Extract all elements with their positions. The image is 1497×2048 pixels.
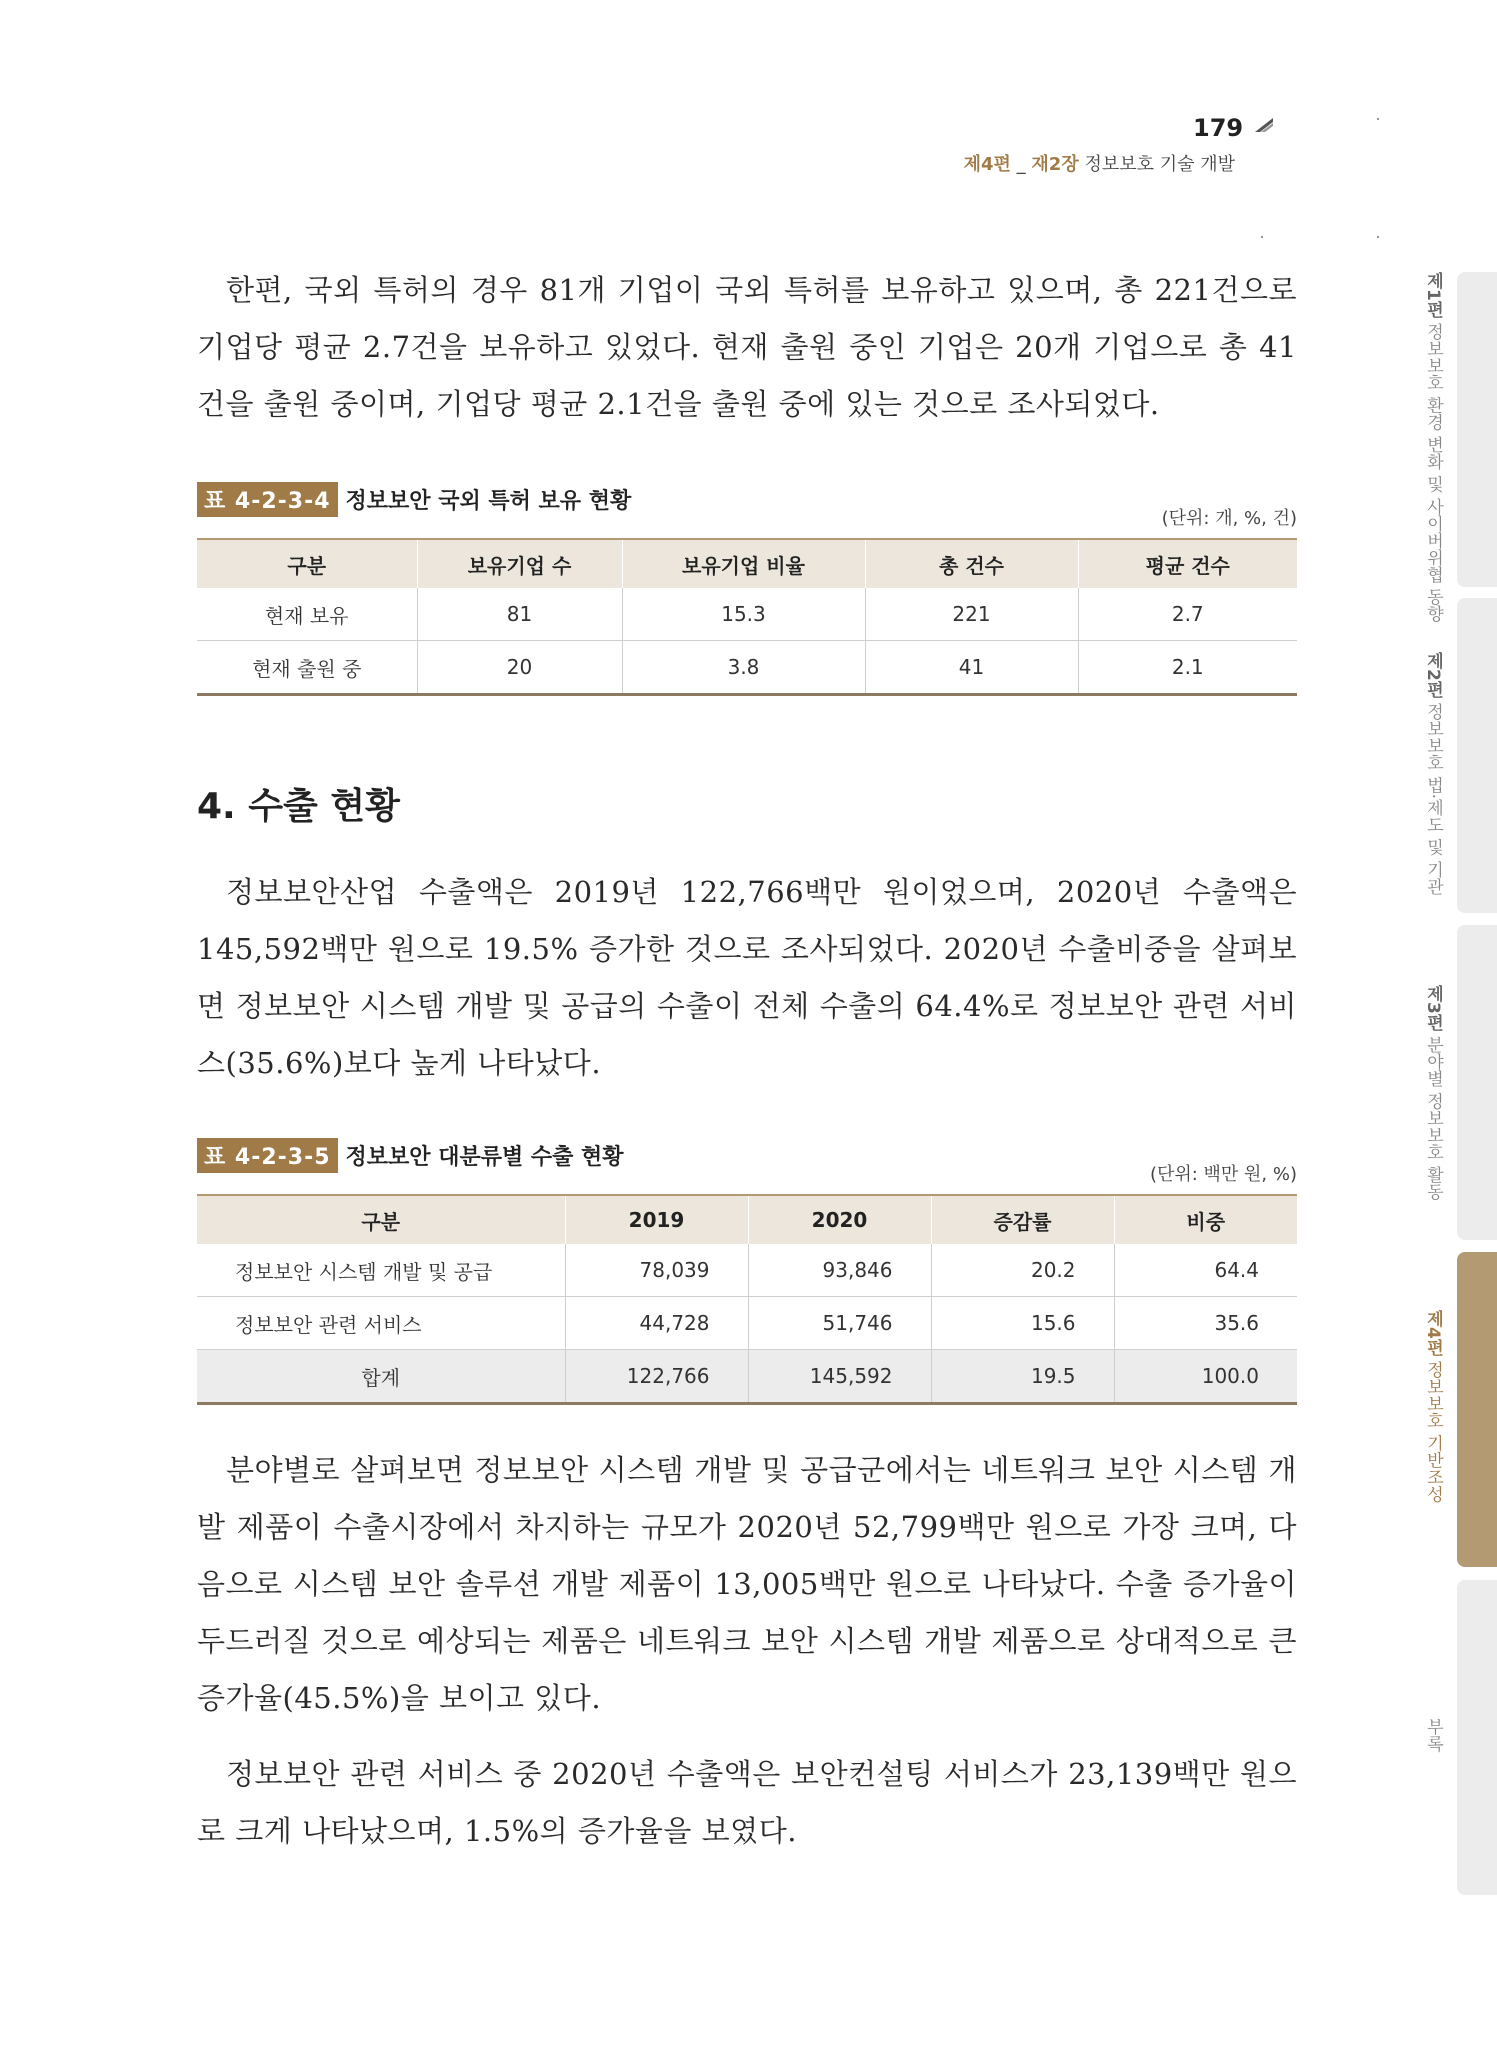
table2-unit: (단위: 백만 원, %)	[1149, 1164, 1297, 1185]
sector-paragraph: 분야별로 살펴보면 정보보안 시스템 개발 및 공급군에서는 네트워크 보안 시스템 개발 제품이 수출시장에서 차지하는 규모가 2020년 52,799백만 원으로 가장 크며, 다음으로 시스템 보안 솔루션 개발 제품이 13,005백만 원으로 나타났다. 수출 증가율이 두드러질 것으로 예상되는 제품은 네트워크 보안 시스템 개발 제품으로 상대적으로 큰 증가율(45.5%)을 보이고 있다.	[197, 1453, 1297, 1715]
table-cell: 64.4	[1114, 1244, 1297, 1297]
table-cell: 81	[417, 588, 622, 641]
page-number: 179	[1193, 114, 1244, 142]
side-part-number: 제3편	[1423, 985, 1443, 1031]
table-cell: 35.6	[1114, 1297, 1297, 1350]
side-label-part3	[1410, 985, 1446, 1200]
table-cell: 41	[865, 641, 1078, 695]
table-cell: 2.7	[1078, 588, 1297, 641]
side-tab-part1[interactable]	[1457, 272, 1497, 587]
side-part-number: 제4편	[1423, 1310, 1443, 1356]
table-cell: 221	[865, 588, 1078, 641]
table-header-cell: 총 건수	[865, 539, 1078, 588]
table-cell: 정보보안 관련 서비스	[197, 1297, 565, 1350]
table-patents	[197, 538, 1297, 696]
table-header-cell: 보유기업 비율	[622, 539, 865, 588]
running-head-separator: _	[1010, 154, 1032, 175]
page-corner-mark-icon	[1255, 118, 1273, 132]
table-cell: 현재 보유	[197, 588, 417, 641]
table-cell: 15.3	[622, 588, 865, 641]
table1-badge: 표 4-2-3-4	[197, 482, 338, 517]
table1-caption	[197, 482, 631, 517]
table-row	[197, 1297, 1297, 1350]
side-label-appendix	[1410, 1718, 1446, 1752]
table-cell: 현재 출원 중	[197, 641, 417, 695]
running-head-part: 제4편	[963, 154, 1011, 175]
side-part-number: 제1편	[1423, 272, 1443, 318]
side-part-title: 부록	[1423, 1718, 1443, 1752]
table-cell: 93,846	[748, 1244, 931, 1297]
table-cell: 19.5	[931, 1350, 1114, 1404]
running-head	[964, 150, 1235, 176]
table-cell: 122,766	[565, 1350, 748, 1404]
table-cell: 정보보안 시스템 개발 및 공급	[197, 1244, 565, 1297]
table-row	[197, 588, 1297, 641]
table-cell: 51,746	[748, 1297, 931, 1350]
table2-badge: 표 4-2-3-5	[197, 1138, 338, 1173]
side-tab-part3[interactable]	[1457, 925, 1497, 1240]
table-cell: 20	[417, 641, 622, 695]
side-tab-part4[interactable]	[1457, 1252, 1497, 1567]
intro-paragraph: 한편, 국외 특허의 경우 81개 기업이 국외 특허를 보유하고 있으며, 총 221건으로 기업당 평균 2.7건을 보유하고 있었다. 현재 출원 중인 기업은 20개 기업으로 총 41건을 출원 중이며, 기업당 평균 2.1건을 출원 중에 있는 것으로 조사되었다.	[197, 273, 1297, 421]
side-label-part1	[1410, 272, 1446, 622]
crop-dot	[1377, 118, 1379, 120]
table-cell: 100.0	[1114, 1350, 1297, 1404]
table1-unit: (단위: 개, %, 건)	[1161, 508, 1297, 529]
table-cell: 3.8	[622, 641, 865, 695]
running-head-chapter: 재2장	[1031, 154, 1079, 175]
table-cell: 20.2	[931, 1244, 1114, 1297]
side-part-title: 정보보호 환경 변화 및 사이버위협 동향	[1423, 323, 1443, 623]
crop-dot	[1261, 236, 1263, 238]
table-cell: 78,039	[565, 1244, 748, 1297]
service-paragraph: 정보보안 관련 서비스 중 2020년 수출액은 보안컨설팅 서비스가 23,139백만 원으로 크게 나타났으며, 1.5%의 증가율을 보였다.	[197, 1757, 1297, 1848]
table2-title: 정보보안 대분류별 수출 현황	[345, 1145, 624, 1170]
table-header-cell: 비중	[1114, 1195, 1297, 1244]
table-total-row	[197, 1350, 1297, 1404]
table-header-row	[197, 539, 1297, 588]
table-cell: 2.1	[1078, 641, 1297, 695]
table-header-cell: 구분	[197, 1195, 565, 1244]
side-part-title: 정보보호 법·제도 및 기관	[1423, 703, 1443, 895]
side-tab-appendix[interactable]	[1457, 1580, 1497, 1895]
side-label-part2	[1410, 652, 1446, 895]
running-head-chapter-title: 정보보호 기술 개발	[1078, 154, 1235, 175]
table-header-cell: 구분	[197, 539, 417, 588]
table-row	[197, 1244, 1297, 1297]
table-header-cell: 2019	[565, 1195, 748, 1244]
table-cell: 합계	[197, 1350, 565, 1404]
section-title: 4. 수출 현황	[197, 786, 400, 827]
side-label-part4	[1410, 1310, 1446, 1503]
table-row	[197, 641, 1297, 695]
side-part-number: 제2편	[1423, 652, 1443, 698]
table-header-cell: 증감률	[931, 1195, 1114, 1244]
table1-title: 정보보안 국외 특허 보유 현황	[345, 489, 632, 514]
table-cell: 145,592	[748, 1350, 931, 1404]
table-header-cell: 평균 건수	[1078, 539, 1297, 588]
table-header-cell: 2020	[748, 1195, 931, 1244]
table-cell: 44,728	[565, 1297, 748, 1350]
table-cell: 15.6	[931, 1297, 1114, 1350]
side-part-title: 분야별 정보보호 활동	[1423, 1036, 1443, 1201]
side-part-title: 정보보호 기반조성	[1423, 1361, 1443, 1503]
export-paragraph: 정보보안산업 수출액은 2019년 122,766백만 원이었으며, 2020년 수출액은 145,592백만 원으로 19.5% 증가한 것으로 조사되었다. 2020년 수출비중을 살펴보면 정보보안 시스템 개발 및 공급의 수출이 전체 수출의 64.4%로 정보보안 관련 서비스(35.6%)보다 높게 나타났다.	[197, 875, 1297, 1080]
table-header-cell: 보유기업 수	[417, 539, 622, 588]
table2-caption	[197, 1138, 624, 1173]
table-header-row	[197, 1195, 1297, 1244]
crop-dot	[1377, 236, 1379, 238]
table-exports	[197, 1194, 1297, 1405]
side-tab-part2[interactable]	[1457, 598, 1497, 913]
